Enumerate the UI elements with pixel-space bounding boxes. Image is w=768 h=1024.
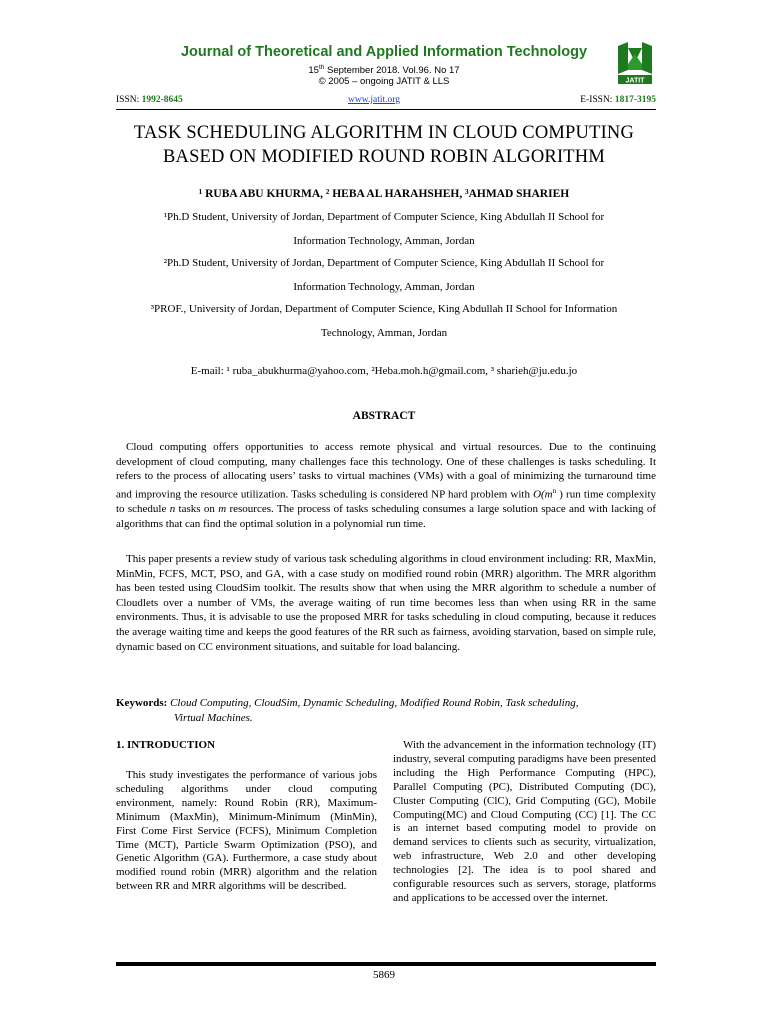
eissn — [580, 95, 656, 105]
footer-rule — [116, 962, 656, 966]
abstract-paragraph-2: This paper presents a review study of various task scheduling algorithms in cloud environment including: RR, MaxMin, MinMin, FCFS, MCT, PSO, and GA, with a case study on modified round robin (MRR) algorithm. The MRR algorithm has been tested using CloudSim toolkit. The results show that when using the MRR algorithm to schedule a number of Cloudlets over a number of VMs, the average waiting of run time becomes less than when using RR in the same environments. Thus, it is advisable to use the proposed MRR for tasks scheduling in cloud computing, because it reduces the average waiting time and keeps the good features of the RR such as fairness, avoiding starvation, based on simple rule, dynamic based on CC environment situations, and suitable for load balancing. — [116, 553, 656, 653]
affiliation-3 — [118, 297, 650, 345]
page-number: 5869 — [373, 969, 395, 981]
abstract-p1-d: resources. The process of tasks scheduling consumes a large solution space and with lacking of algorithms that can find the optimal solution in a polynomial run time. — [116, 503, 657, 530]
abstract-p1-a: Cloud computing offers opportunities to access remote physical and virtual resources. Due to the continuing development of cloud computing, many challenges face this technology. One of these challenges is tasks scheduling. It refers to the process of allocating users’ tasks to virtual machines (VMs) with a goal of minimizing the turnaround time and improving the resource utilization. Tasks scheduling is considered NP hard problem with — [116, 441, 656, 501]
logo-text: JATIT — [625, 77, 645, 85]
authors: ¹ RUBA ABU KHURMA, ² HEBA AL HARAHSHEH, ³AHMAD SHARIEH — [198, 188, 570, 200]
paper-title — [70, 121, 698, 169]
email-line: E-mail: ¹ ruba_abukhurma@yahoo.com, ²Heba.moh.h@gmail.com, ³ sharieh@ju.edu.jo — [190, 365, 578, 377]
affiliation-2-line-1: ²Ph.D Student, University of Jordan, Department of Computer Science, King Abdullah II School for — [163, 257, 605, 269]
eissn-label: E-ISSN: — [580, 95, 615, 105]
issn-value: 1992-8645 — [141, 95, 183, 105]
issue-day: 15 — [308, 65, 319, 77]
abstract-p1-close: ) — [556, 488, 563, 501]
abstract-big-o: O(m — [533, 488, 553, 501]
abstract-p1-b: run time complexity to schedule — [116, 488, 657, 516]
affiliation-1 — [118, 205, 650, 253]
issn-label: ISSN: — [116, 95, 142, 105]
introduction-heading: 1. INTRODUCTION — [116, 739, 216, 751]
abstract-sup: n — [552, 486, 557, 495]
abstract-p1-c: tasks on — [175, 503, 219, 516]
affiliation-3-line-1: ³PROF., University of Jordan, Department of Computer Science, King Abdullah II School for Information — [150, 303, 618, 315]
title-line-1: TASK SCHEDULING ALGORITHM IN CLOUD COMPUTING — [133, 123, 635, 143]
keywords — [116, 696, 656, 725]
jatit-logo-icon — [616, 40, 654, 86]
keywords-line-2: Virtual Machines. — [174, 711, 253, 724]
issue-sup: th — [318, 64, 325, 71]
abstract-heading: ABSTRACT — [352, 410, 416, 422]
issue-rest: September 2018. Vol.96. No 17 — [324, 65, 460, 77]
abstract-m: m — [218, 503, 227, 516]
header-rule — [116, 109, 656, 110]
eissn-value: 1817-3195 — [614, 95, 656, 105]
journal-title: Journal of Theoretical and Applied Information Technology — [180, 44, 588, 60]
intro-left-paragraph: This study investigates the performance of various jobs scheduling algorithms under cloud computing environment, namely: Round Robin (RR), Maximum-Minimum (MaxMin), Minimum-Minimum (MinMin), First Come First Service (FCFS), Minimum Completion Time (MCT), Particle Swarm Optimization (PSO), and Genetic Algorithm (GA). Furthermore, a case study about modified round robin (MRR) algorithm and the relation between RR and MRR algorithms will be described. — [116, 769, 377, 893]
intro-right-paragraph: With the advancement in the information technology (IT) industry, several computing paradigms have been presented including the High Performance Computing (HPC), Parallel Computing (PC), Distributed Computing (DC), Cluster Computing (ClC), Grid Computing (GC), Mobile Computing(MC) and Cloud Computing (CC) [1]. The CC is an internet based computing model to provide on demand services to clients such as security, virtualization, web infrastructure, Web 2.0 and other developing technologies [2]. The idea is to pool shared and configurable resources such as servers, storage, platforms and applications to be accessed over the internet. — [393, 739, 656, 904]
abstract-n: n — [169, 503, 176, 516]
affiliation-1-line-1: ¹Ph.D Student, University of Jordan, Department of Computer Science, King Abdullah II School for — [163, 211, 605, 223]
affiliation-2-line-2: Information Technology, Amman, Jordan — [293, 281, 475, 293]
keywords-line-1: Cloud Computing, CloudSim, Dynamic Scheduling, Modified Round Robin, Task scheduling, — [170, 697, 579, 709]
title-line-2: BASED ON MODIFIED ROUND ROBIN ALGORITHM — [162, 147, 606, 167]
affiliation-1-line-2: Information Technology, Amman, Jordan — [293, 235, 475, 247]
abstract-paragraph-1 — [116, 440, 656, 531]
issn — [116, 95, 183, 105]
website-link[interactable]: www.jatit.org — [348, 95, 400, 105]
copyright: © 2005 – ongoing JATIT & LLS — [318, 76, 450, 88]
issn-row — [116, 95, 656, 108]
affiliation-2 — [118, 251, 650, 299]
keywords-label: Keywords: — [116, 697, 171, 709]
affiliation-3-line-2: Technology, Amman, Jordan — [320, 327, 448, 339]
